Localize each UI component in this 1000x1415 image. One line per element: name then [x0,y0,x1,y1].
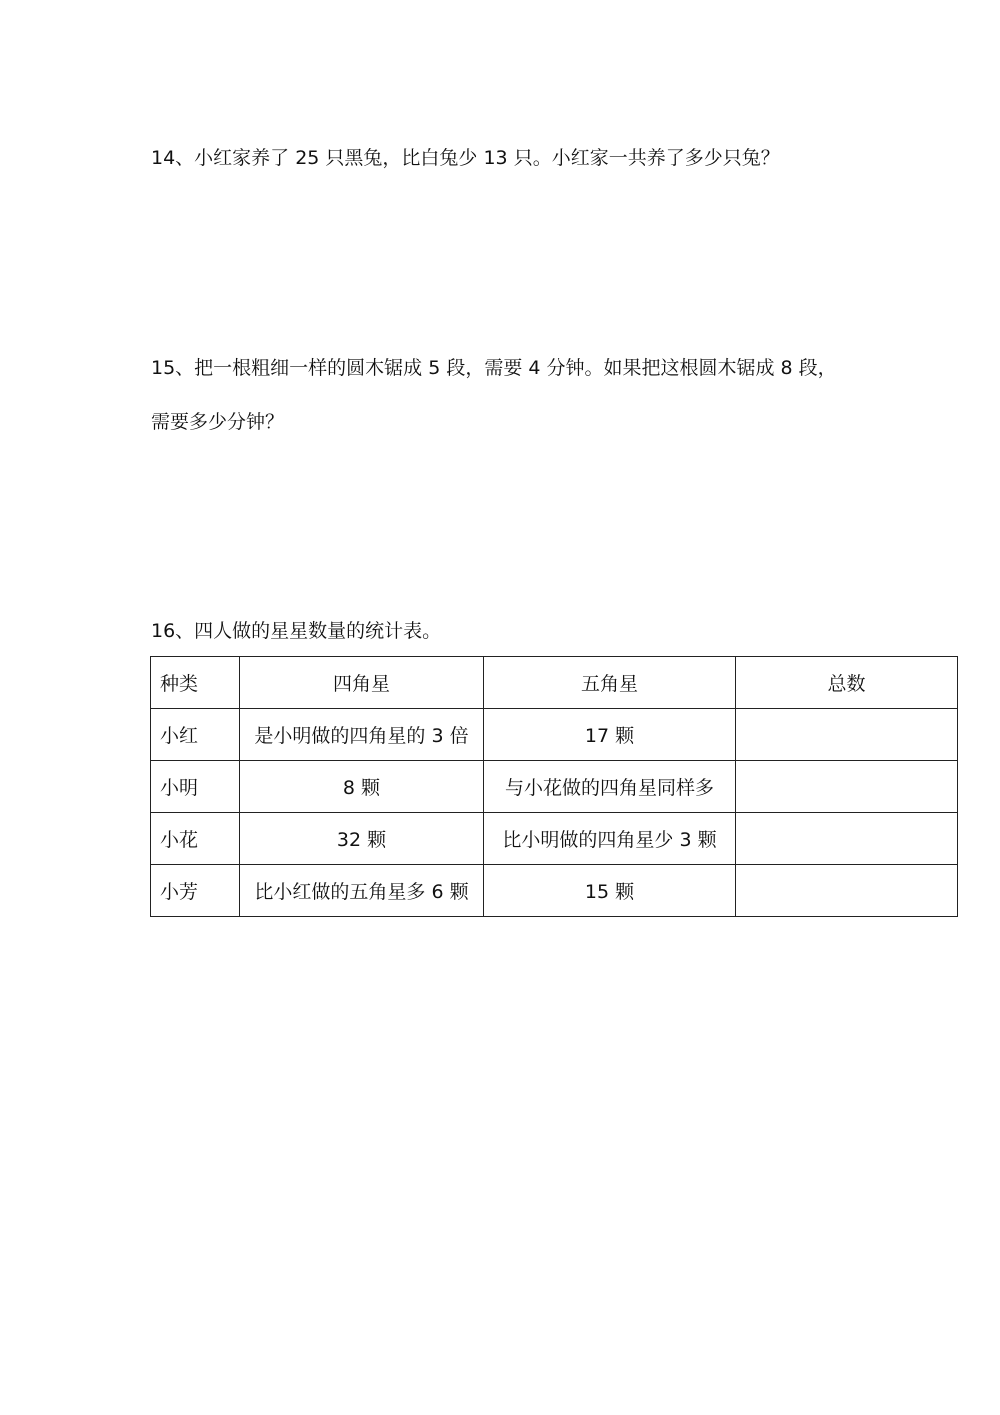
five-point-star-cell: 15 颗 [484,865,736,917]
table-row [151,709,958,761]
five-point-star-cell: 17 颗 [484,709,736,761]
total-cell[interactable] [736,709,958,761]
row-name: 小红 [151,709,240,761]
row-name: 小花 [151,813,240,865]
table-row [151,865,958,917]
five-point-star-cell: 比小明做的四角星少 3 颗 [484,813,736,865]
five-point-star-cell: 与小花做的四角星同样多 [484,761,736,813]
four-point-star-cell: 比小红做的五角星多 6 颗 [240,865,484,917]
table-row [151,761,958,813]
question-15-line-1: 15、把一根粗细一样的圆木锯成 5 段，需要 4 分钟。如果把这根圆木锯成 8 段， [151,357,837,379]
header-four-point-star: 四角星 [240,657,484,709]
header-total: 总数 [736,657,958,709]
star-count-table [150,656,958,917]
header-category: 种类 [151,657,240,709]
question-16: 16、四人做的星星数量的统计表。 [151,620,442,642]
row-name: 小芳 [151,865,240,917]
question-14: 14、小红家养了 25 只黑兔，比白兔少 13 只。小红家一共养了多少只兔？ [151,147,780,169]
four-point-star-cell: 8 颗 [240,761,484,813]
four-point-star-cell: 是小明做的四角星的 3 倍 [240,709,484,761]
four-point-star-cell: 32 颗 [240,813,484,865]
total-cell[interactable] [736,813,958,865]
header-five-point-star: 五角星 [484,657,736,709]
total-cell[interactable] [736,865,958,917]
row-name: 小明 [151,761,240,813]
question-15-line-2: 需要多少分钟？ [151,411,285,433]
total-cell[interactable] [736,761,958,813]
table-row [151,813,958,865]
table-header-row [151,657,958,709]
